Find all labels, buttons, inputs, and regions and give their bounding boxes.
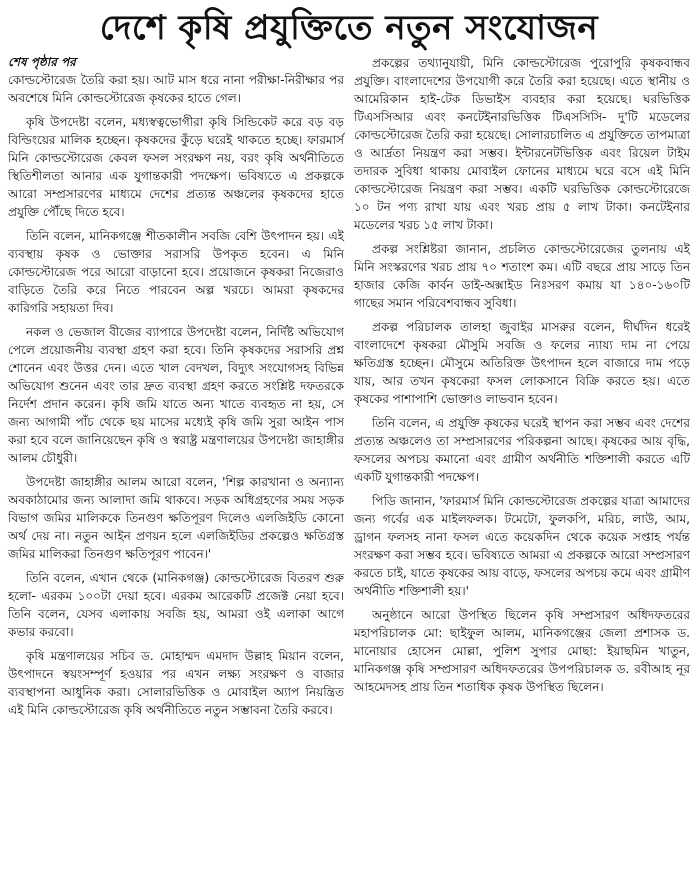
article-paragraph: তিনি বলেন, এ প্রযুক্তি কৃষকের ঘরেই স্থাপন করা সম্ভব এবং দেশের প্রত্যন্ত অঞ্চলেও তা সম্প্রসারণের পরিকল্পনা আছে। কৃষকের আয় বৃদ্ধি, ফসলের অপচয় কমানো এবং গ্রামীণ অর্থনীতি শক্তিশালী করতে এটি একটি যুগান্তকারী পদক্ষেপ। <box>354 416 690 484</box>
right-column <box>354 54 690 725</box>
left-column <box>8 54 344 725</box>
article-paragraph: তিনি বলেন, এখান থেকে (মানিকগঞ্জ) কোল্ডস্টোরেজ বিতরণ শুরু হলো- এরকম ১০০টা দেয়া হবে। এরকম আরেকটি প্রজেক্ট নেয়া হবে। তিনি বলেন, যেসব এলাকায় সবজি হয়, আমরা ওই এলাকা আগে কভার করবো। <box>8 571 344 639</box>
headline: দেশে কৃষি প্রযুক্তিতে নতুন সংযোজন <box>99 8 599 48</box>
article-paragraph: অনুষ্ঠানে আরো উপস্থিত ছিলেন কৃষি সম্প্রসারণ অধিদফতরের মহাপরিচালক মো: ছাইফুল আলম, মানিকগঞ্জের জেলা প্রশাসক ড. মানোয়ার হোসেন মোল্লা, পুলিশ সুপার মোছা: ইয়াছমিন খাতুন, মানিকগঞ্জ কৃষি সম্প্রসারণ অধিদফতরের উপপরিচালক ড. রবীআহ নূর আহমেদসহ প্রায় তিন শতাধিক কৃষক উপস্থিত ছিলেন। <box>354 608 690 694</box>
article-paragraph: উপদেষ্টা জাহাঙ্গীর আলম আরো বলেন, 'শিল্প কারখানা ও অন্যান্য অবকাঠামোর জন্য আলাদা জমি থাকবে। সড়ক অধিগ্রহণের সময় সড়ক বিভাগ জমির মালিককে তিনগুণ ক্ষতিপূরণ দিলেও এলজিইডি কোনো অর্থ দেয় না। নতুন আইন প্রণয়ন হলে এলজিইডির প্রকল্পেও ক্ষতিগ্রস্ত জমির মালিকরা তিনগুণ ক্ষতিপূরণ পাবেন।' <box>8 475 344 561</box>
article-paragraph: কৃষি উপদেষ্টা বলেন, মধ্যস্বত্বভোগীরা কৃষি সিন্ডিকেট করে বড় বড় বিল্ডিংয়ের মালিক হচ্ছেন। কৃষকদের কুঁড়ে ঘরেই থাকতে হচ্ছে। ফারমার্স মিনি কোল্ডস্টোরেজ কেবল ফসল সংরক্ষণ নয়, বরং কৃষি অর্থনীতিতে স্থিতিশীলতা আনার এক যুগান্তকারী পদক্ষেপ। ভবিষ্যতে এ প্রকল্পকে আরো সম্প্রসারণের মাধ্যমে দেশের প্রত্যন্ত অঞ্চলের কৃষকদের হাতে প্রযুক্তি পৌঁছে দিতে হবে। <box>8 115 344 219</box>
article-paragraph: প্রকল্প সংশ্লিষ্টরা জানান, প্রচলিত কোল্ডস্টোরেজের তুলনায় এই মিনি সংস্করণের খরচ প্রায় ৭০ শতাংশ কম। এটি বছরে প্রায় সাড়ে তিন হাজার কেজি কার্বন ডাই-অক্সাইড নিঃসরণ কমায় যা ১৪০-১৬০টি গাছের সমান পরিবেশবান্ধব সুবিধা। <box>354 242 690 310</box>
article-paragraph: প্রকল্প পরিচালক তালহা জুবাইর মাসরুর বলেন, দীর্ঘদিন ধরেই বাংলাদেশে কৃষকরা মৌসুমি সবজি ও ফলের ন্যায্য দাম না পেয়ে ক্ষতিগ্রস্ত হচ্ছেন। মৌসুমে অতিরিক্ত উৎপাদন হলে বাজারে দাম পড়ে যায়, আর তখন কৃষকেরা ফসল লোকসানে বিক্রি করতে হয়। এতে কৃষকের পাশাপাশি ভোক্তাও লাভবান হবেন। <box>354 320 690 406</box>
article-body <box>8 54 690 725</box>
continued-from-label: শেষ পৃষ্ঠার পর <box>8 55 76 69</box>
article-paragraph: কৃষি মন্ত্রণালয়ের সচিব ড. মোহাম্মদ এমদাদ উল্লাহ মিয়ান বলেন, উৎপাদনে স্বয়ংসম্পূর্ণ হওয়ার পর এখন লক্ষ্য সংরক্ষণ ও বাজার ব্যবস্থাপনা আধুনিক করা। সোলারভিত্তিক ও মোবাইল অ্যাপ নিয়ন্ত্রিত এই মিনি কোল্ডস্টোরেজ কৃষি অর্থনীতিতে নতুন সম্ভাবনা তৈরি করবে। <box>8 649 344 717</box>
left-column-paragraphs <box>8 71 344 719</box>
article-paragraph: প্রকল্পের তথ্যানুযায়ী, মিনি কোল্ডস্টোরেজ পুরোপুরি কৃষকবান্ধব প্রযুক্তি। বাংলাদেশের উপযোগী করে তৈরি করা হয়েছে। এতে স্থানীয় ও আমেরিকান হাই-টেক ডিভাইস ব্যবহার করা হয়েছে। ঘরভিত্তিক টিএসসিআর এবং কনটেইনারভিত্তিক টিএসসিসি- দু'টি মডেলের কোল্ডস্টোরেজ তৈরি করা হয়েছে। সোলারচালিত এ প্রযুক্তিতে তাপমাত্রা ও আর্দ্রতা নিয়ন্ত্রণ করা সম্ভব। ইন্টারনেটভিত্তিক এবং রিয়েল টাইম তদারক সুবিধা থাকায় মোবাইল ফোনের মাধ্যমে ঘরে বসে এই মিনি কোল্ডস্টোরেজ নিয়ন্ত্রণ করা সম্ভব। একটি ঘরভিত্তিক কোল্ডস্টোরেজে ১০ টন পণ্য রাখা যায় এবং খরচ প্রায় ৫ লাখ টাকা। কনটেইনার মডেলের খরচ ১৫ লাখ টাকা। <box>354 56 690 232</box>
right-column-paragraphs <box>354 54 690 696</box>
article-paragraph: তিনি বলেন, মানিকগঞ্জে শীতকালীন সবজি বেশি উৎপাদন হয়। এই ব্যবস্থায় কৃষক ও ভোক্তার সরাসরি উপকৃত হবেন। এ মিনি কোল্ডস্টোরেজ পরে আরো বাড়ানো হবে। প্রয়োজনে কৃষকরা নিজেরাও বাড়িতে তৈরি করে নিতে পারবেন অল্প খরচে। আমরা কৃষকদের কারিগরি সহায়তা দিব। <box>8 229 344 315</box>
article-paragraph: নকল ও ভেজাল বীজের ব্যাপারে উপদেষ্টা বলেন, নির্দিষ্ট অভিযোগ পেলে প্রয়োজনীয় ব্যবস্থা গ্রহণ করা হবে। তিনি কৃষকদের সরাসরি প্রশ্ন শোনেন এবং উত্তর দেন। এতে খাল বেদখল, বিদ্যুৎ সংযোগসহ বিভিন্ন অভিযোগ শুনেন এবং তার দ্রুত ব্যবস্থা গ্রহণ করতে সংশ্লিষ্ট দফতরকে নির্দেশ প্রদান করেন। কৃষি জমি যাতে অন্য খাতে ব্যবহৃত না হয়, সে জন্য আগামী পাঁচ থেকে ছয় মাসের মধ্যেই কৃষি জমি সুরা আইন পাস করা হবে বলে জানিয়েছেন কৃষি ও স্বরাষ্ট্র মন্ত্রণালয়ের উপদেষ্টা জাহাঙ্গীর আলম চৌধুরী। <box>8 325 344 465</box>
article-paragraph: পিডি জানান, 'ফারমার্স মিনি কোল্ডস্টোরেজ প্রকল্পের যাত্রা আমাদের জন্য গর্বের এক মাইলফলক। টমেটো, ফুলকপি, মরিচ, লাউ, আম, ড্রাগন ফলসহ নানা ফসল এতে কয়েকদিন থেকে কয়েক সপ্তাহ পর্যন্ত সংরক্ষণ করা সম্ভব হবে। ভবিষ্যতে আমরা এ প্রকল্পকে আরো সম্প্রসারণ করতে চাই, যাতে কৃষকের আয় বাড়ে, ফসলের অপচয় কমে এবং গ্রামীণ অর্থনীতি শক্তিশালী হয়।' <box>354 494 690 598</box>
article-paragraph: কোল্ডস্টোরেজ তৈরি করা হয়। আট মাস ধরে নানা পরীক্ষা-নিরীক্ষার পর অবশেষে মিনি কোল্ডস্টোরেজ কৃষকের হাতে গেল। <box>8 73 344 105</box>
